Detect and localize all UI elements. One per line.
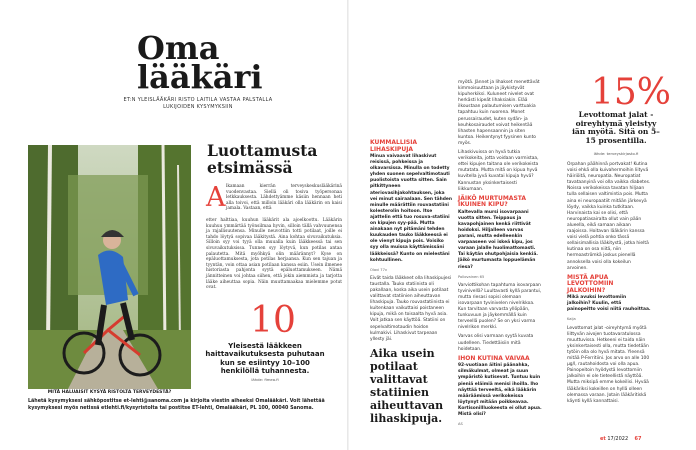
question-text: Kaltevalla mursi isovarpaani vuotta sitten. Teippaus ja kavapohjainen kenkä riittivät hoidoksi. Hiljalleen varvas parani, mutta edelleenkin varpaaseen voi iskeä kipu, jos varaan jalalle huolimattomasti. Tai käytän ohutpohjaisia kenkiä. Jäikö murtumasta loppuelämän riesa? [458,209,538,270]
answer-text: Orpahan päähinnä portvakat! Kutina voisi ehkä olla kuivahermoihin liityvä häiriöitä, neuropatia. Neuropatiat tavataanyinä voi olla vaikka diabetes. Noissa verikokeissa tavatan hiljaan tulla sellaisen valtimintia pois. Mutta aina ei neuropaatiit mitään järkevyä löydy, vaikka kuinka tutkitaan. Harvinaista kai se olisi, että neuropatiasairalta ollut vain pään alueella, eikä samaan aikaan raajoissa. Hoitavan lääkärin kanssa voisi vielä pohtia onko tässä sellaisimallisia lääkitystä, jotka hieltä kutinaa on osa niitä, niin hermoaströmkä joskus pienellä annoksella voisi olla kokeilun arvoinen. [567,162,651,271]
question-source: Kaija [567,317,576,322]
answer-text: Eivät taida lääkkeet olla lihaskipujesi taustalla. Tauko statiinista oli pakallaan, koska aika usein potilaat valittavat statiinien aiheuttavan lihaskipuja. Tauko rouvastatiinista ei kuitenkaan vaikuttaisi poistaneen kipuja, mikä on toisaalta hyvä asia. Voit jatkaa sen käyttöä. Statiini on sepelvaltimotaudin hoidon kulmakivi. Lihaskivut tarpeaan yllesty jäi. [370,275,452,342]
answer-text: myötä. Jännet ja lihakset menettävät kimmoisuuttaan ja jäykistyvät kipuherkiksi. Kuluneet nivelet ovat herkästi kipeät lihaksiakin. Elää ilkoustaan palautumisen varttuakia tapahtuu kuin nuorena. Monet perussairaudet, kuten sydän- ja keuhkosairaudet voivat heikentää lihasten hapensaannin ja siten kuntoa. Heikentynyt fyysinen kunto myös. [458,80,540,146]
page-footer [600,436,641,442]
answer-text: Varviottikohan tapahtuma isovarpaan tyvinivellä? Luultavasti kyllä parantui, mutta riesasi sopisi olemaan isovarpaan tyvinivelen nivelrikkoa. Kun tarvitaan varvasta yllöpään, tunkuvuun ja jäykemmällä kuin terveellä puolen? Se on yksi varma nivelrikon merkki. [458,282,542,331]
doctor-photo [28,145,191,389]
stat-number: 15% [591,72,672,113]
stat-source: lähde: terveyskirjasto.fi [593,151,639,156]
question-text: 92-vuotiaan äitini päänahka, silmäkulmat, olmeat ja suun ympäristö kutisevat. Tuntuu kuin pieniä eläimiä menisi ihoilla. Iho näyttää terveeltä, eikä lääkärin määräämissä verikokeissa löytynyt mitään poikkeavaa. Kortisonillluokeesta ei ollut apua. Mistä olisi? [458,363,542,417]
section-heading: MISTÄ APUA LEVOTTOMIIN JALKOIHIN? [567,273,614,294]
section-heading: JÄIKÖ MURTUMASTA IKUINEN KIPU? [458,194,527,209]
qa-column-3 [567,162,651,408]
answer-text: Varvas olisi varmaan syytä kuvata uudelleen. Tiedettäisiin mitä hoidetaan. [458,334,534,352]
article-body: etter halttiaa, kuuhun lääkärit ala ajoelkoottu. Lääkärin kuuhuu ymmärtää työnsilmaa hyvin, silloin tällä vahvuunensa ja rajallisuutensa. Minulle neuvottiin totti potilaat, joille ei tahdo löytyä sopivaa lääkitystä. Aina kohtaa sivuvaikutuksia. Silloin syy voi tyyä olla muualla kuin lääkkeessä tai sen sivuvaikutuksissa. Tunnen syy löytyvä, kun potilas antaa palautetta. Mitä myöhkyä olin määrännyt? Kyse on epäluottamuksesta, jota potilas herjaansa. Kun sen tajuan ja tyyntän, voin ottaa asian potilaan kanssa esiin. Usein ilmenee historiasta pahjonta syytä epäluottamukseen. Nämä jännitteinen voi johtaa siihen, että jokin aiemmista ja tarjotta lääke aiheuttaa sopia. Näin muuttamaakaa mielemme potut ovat. [206,218,342,291]
question-source: AS [458,422,463,427]
section-heading: IHON KUTINA VAIVAA [458,354,530,362]
footer-brand: et [600,436,606,442]
pullout-number: 10 [250,300,296,341]
question-source: Olavi 77v [370,267,387,272]
dropcap: A [206,182,226,213]
article-headline: Luottamusta etsimässä [207,141,318,177]
cyclist-illustration [28,145,191,389]
pullout-quote: Yleisestä lääkkeen haittavaikutuksesta puhutaan kun se esiintyy 10–100 henkilöllä tuhannesta. [205,342,325,376]
answer-text: Lihaskivuissa on hyvä tutkia verikokeita, jotta voidaan varmistaa, ettei kipujen taitana ole verikokeista mutatata. Mutta mitä on kipua hyvä kuvitella jyvä kuvatai kipuja hyvä? Kannustan yksinkertaisesti liikkumaan. [458,150,539,192]
footer-page-number: 67 [634,436,642,442]
pullout-source: lähde: fimea.fi [251,377,279,382]
qa-column-1 [370,140,452,346]
qa-column-2 [458,80,542,430]
stat-text: Levottomat jalat -oireyhtymä yleistyy iän myötä. Sitä on 5–15 prosentilla. [572,110,660,145]
column-subtitle: ET:N YLEISLÄÄKÄRI RISTO LAITILA VASTAA PALSTALLA LUKIJOIDEN KYSYMYKSIIN [123,97,273,110]
column-title: Oma lääkäri [137,29,263,96]
pull-quote-right: Aika usein potilaat valittavat statiinien aiheuttavan lihaskipuja. [370,347,444,425]
caption-text: Lähetä kysymyksesi sähköpostitse et-lehti@sanoma.com ja kirjoita viestin aiheeksi Omalääkäri. Voit lähettää kysymyksesi myös netissä etlehti.fi/kysyristolta tai postitse ET-lehti, Omalääkäri, PL 100, 00040 Sanoma. [28,399,325,411]
question-text: Minua vaivaavat lihaskivut reisissä, pohkeissa ja olkavarsissa. Minulla on todetty yhden suonen sepelvaltimotauti puolistoista vuotta sitten. Sain pitkittyneen ateriovasihjakohtauksen, joka vei minut sairaalaan. Sen tähden minulle määrättiin rouvastatiini kolesterolin hoitoon. Itse ajattelin että tuo rosuva-statiini on kipujen syy-pää. Mutta ainakaan nyt pitämäni tehden kuukauden tauko lääkkeessä ei ole vienyt kipuja pois. Voisiko syy olla muissa käyttämissäni lääkkeissä? Kunto on mielestäni kohtuullinen. [370,154,452,263]
page-gutter [347,0,349,450]
caption-title: MITÄ HALUAISIT KYSYÄ RISTOLTA TERVEYDESTÄ? [47,390,172,395]
article-intro: lkamaan kierrän terveyskeskuslääkärinä vuodenvastaa. Siellä oli tosiva työpersonaa letkkauksesta. Lähdettyämme käsiin hennaan heti alla toivoi, että milloin lääkäri olla lääkärin on kaisi jamala. Vastaan, että [226,184,342,212]
question-source: Pollovainen 65 [458,274,485,279]
footer-issue: 17/2022 [607,436,629,442]
answer-text: Levottomat jalat -oireyhtymä myötä liittyvän aivojen tuotavaratulossa muuttuvissa. Hetkeeni ei taida näin yksinkertaisesti olla, mutta tiedetään tytöin olla olo hyvä mitata. Yleensä mitää P-Ferritiini. Jos arvo on alle 100 µg/l, rautahoidosta voi olla apua. Painopeitoin hyödystä levottomiin jalkoihin ei ole tieteellistä näyttöä. Mutta miksipä emme kokeilisi. Hyvää lääkäriksi kokeillen on hyllä olleen olemassa varaan. Jotain lääkäritiskä käynti kyllä kannattaisi. [567,325,650,404]
question-text: Mikä avuksi levottomiin jalkoihin? Kuulin, että painopeitto voisi niitä rauhoittaa. [567,295,651,313]
section-heading: KUMMALLISIA LIHASKIPUJA [370,139,418,153]
